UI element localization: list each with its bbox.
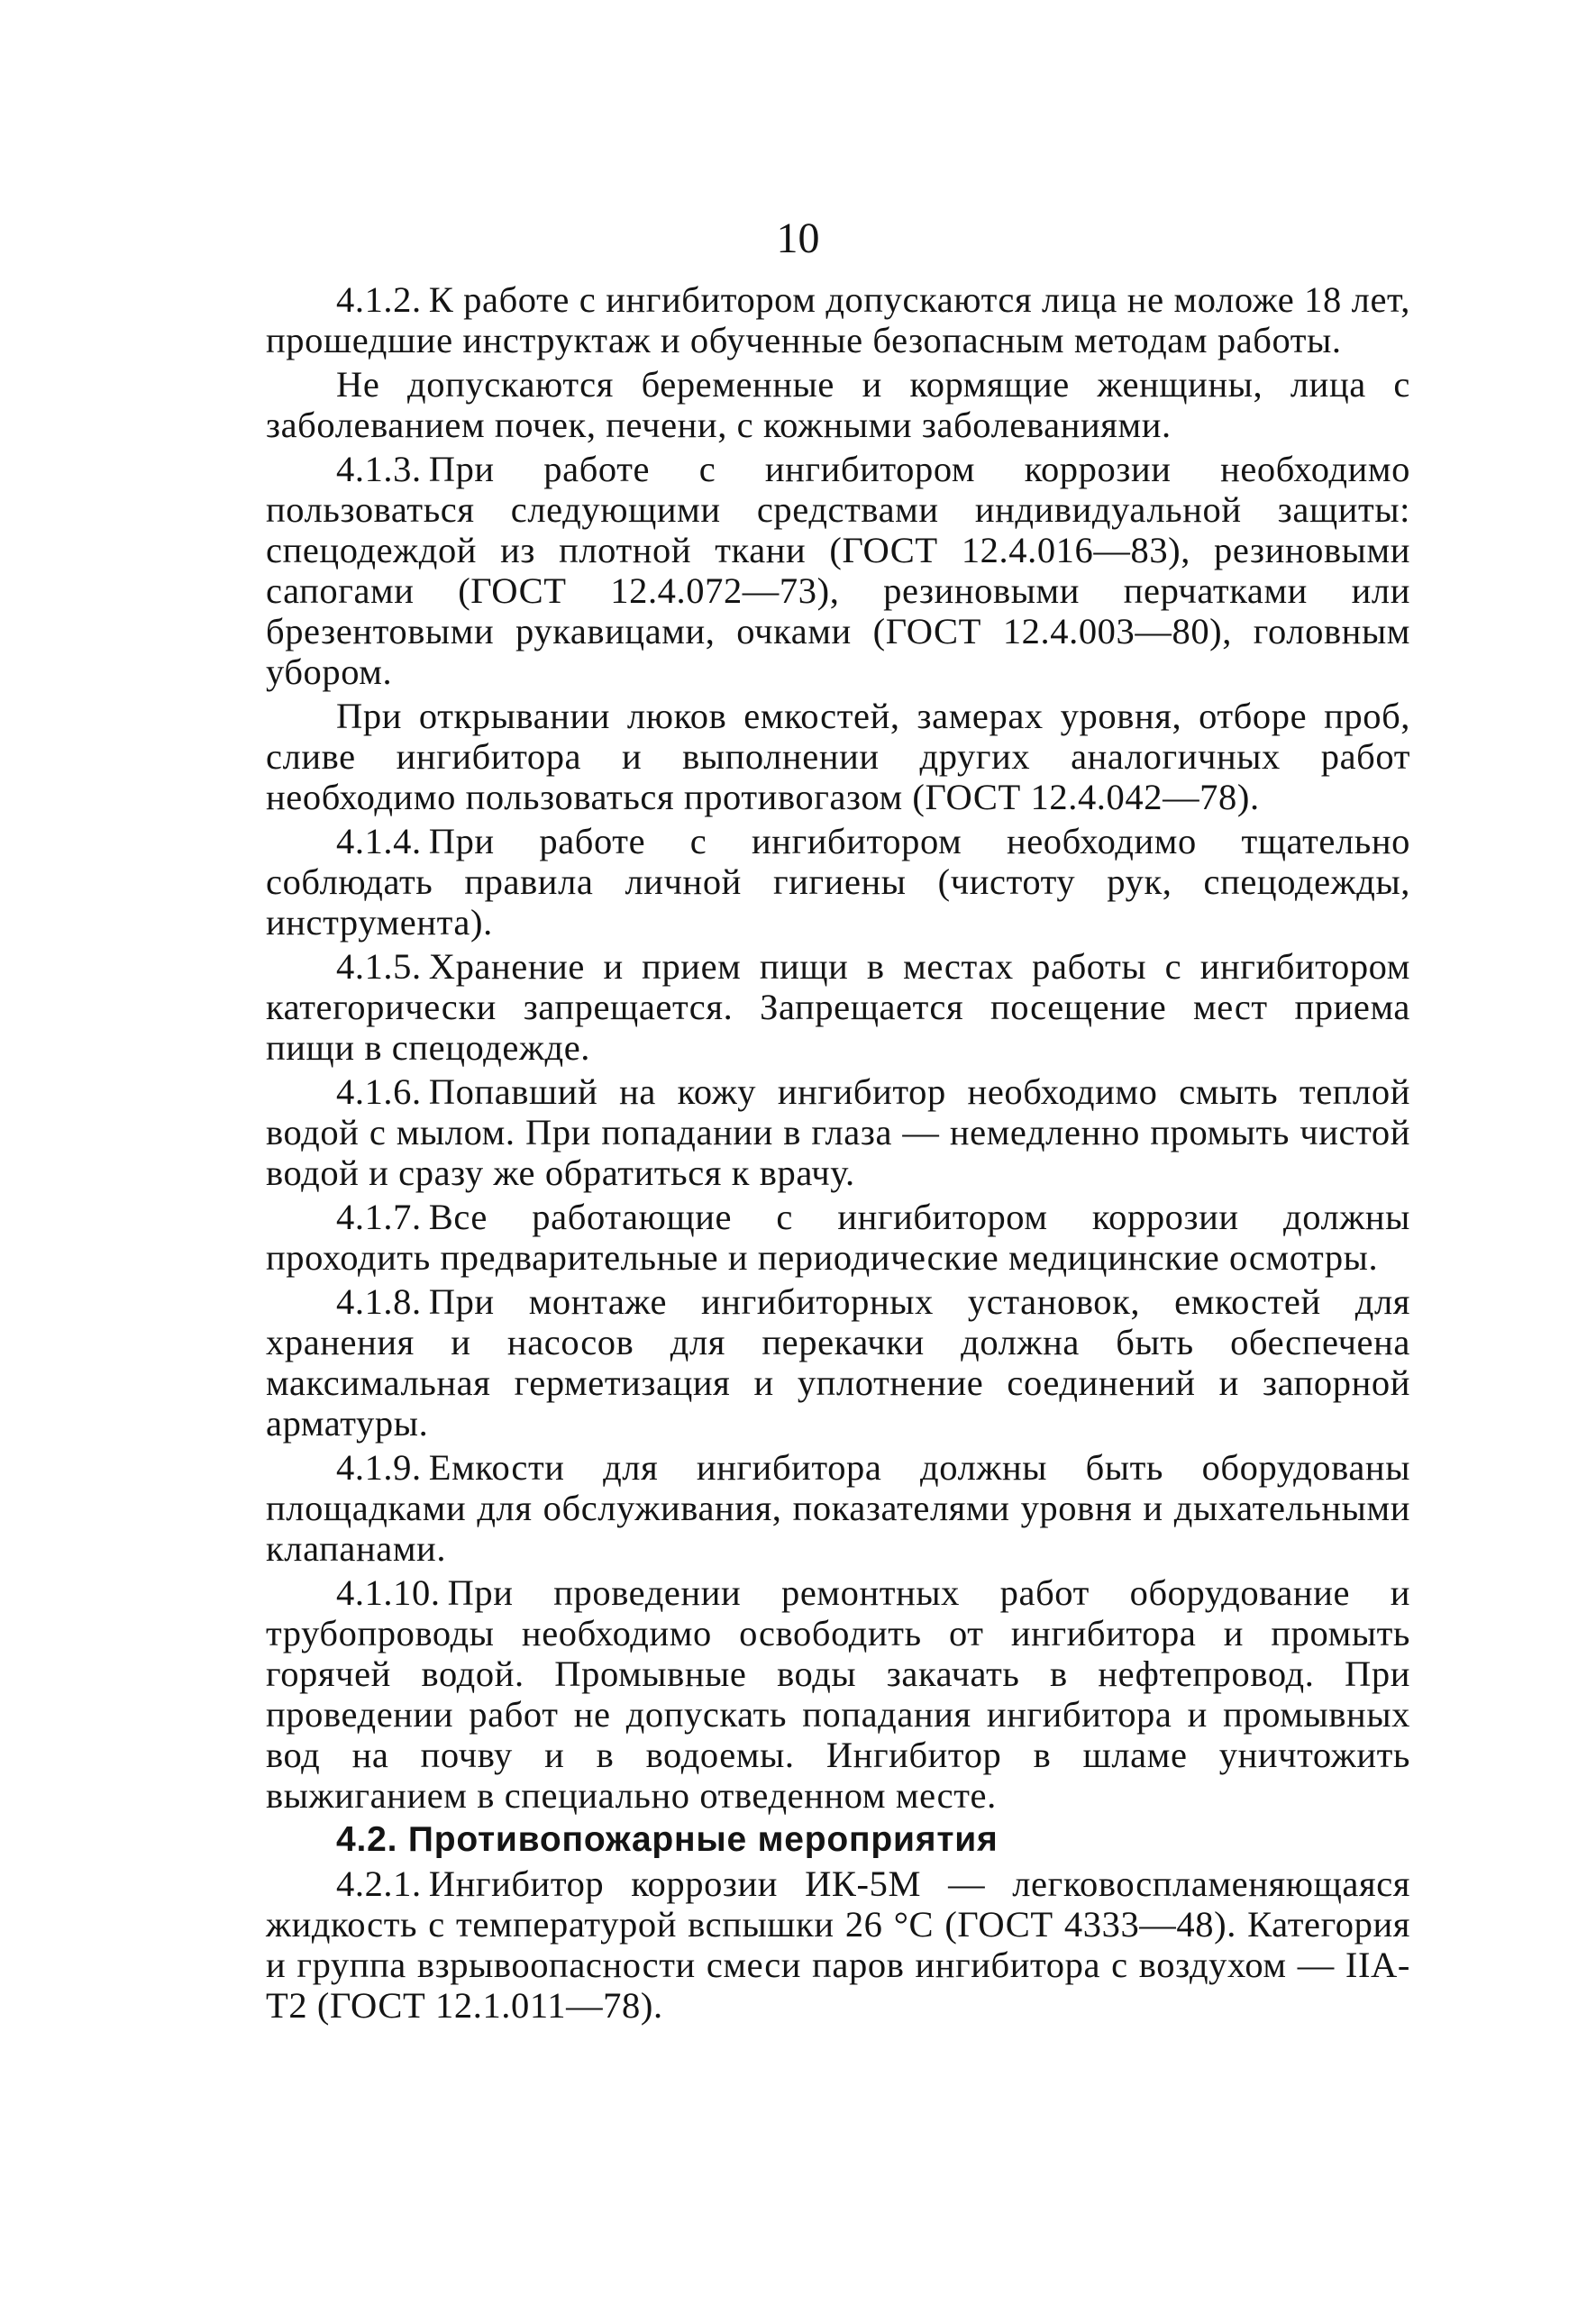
clause-number: 4.1.7. [336, 1197, 422, 1237]
paragraph-text: Все работающие с ингибитором коррозии должны проходить предварительные и периодические медицинские осмотры. [266, 1197, 1410, 1278]
clause-number: 4.1.2. [336, 279, 422, 320]
clause-number: 4.1.10. [336, 1572, 441, 1613]
paragraph-text: При открывании люков емкостей, замерах уровня, отборе проб, сливе ингибитора и выполнении других аналогичных работ необходимо пользоваться противогазом (ГОСТ 12.4.042—78). [266, 696, 1410, 817]
paragraph-4-1-10 [266, 1572, 1410, 1816]
paragraph-4-1-2 [266, 279, 1410, 360]
paragraph-4-1-2-continued [266, 364, 1410, 445]
paragraph-text: Попавший на кожу ингибитор необходимо смыть теплой водой с мылом. При попадании в глаза — немедленно промыть чистой водой и сразу же обратиться к врачу. [266, 1071, 1410, 1193]
paragraph-4-1-6 [266, 1071, 1410, 1193]
clause-number: 4.2.1. [336, 1863, 422, 1904]
paragraph-text: К работе с ингибитором допускаются лица не моложе 18 лет, прошедшие инструктаж и обученные безопасным методам работы. [266, 279, 1410, 360]
clause-number: 4.1.3. [336, 449, 422, 489]
section-heading: 4.2. Противопожарные мероприятия [336, 1820, 999, 1859]
paragraph-text: Емкости для ингибитора должны быть оборудованы площадками для обслуживания, показателями уровня и дыхательными клапанами. [266, 1447, 1410, 1569]
paragraph-4-1-9 [266, 1447, 1410, 1569]
paragraph-4-2-1 [266, 1863, 1410, 2026]
paragraph-text: При работе с ингибитором коррозии необходимо пользоваться следующими средствами индивидуальной защиты: спецодеждой из плотной ткани (ГОСТ 12.4.016—83), резиновыми сапогами (ГОСТ 12.4.072—73), резиновыми перчатками или брезентовыми рукавицами, очками (ГОСТ 12.4.003—80), головным убором. [266, 449, 1410, 692]
paragraph-4-1-5 [266, 946, 1410, 1068]
paragraph-text: При проведении ремонтных работ оборудование и трубопроводы необходимо освободить от ингибитора и промыть горячей водой. Промывные воды закачать в нефтепровод. При проведении работ не допускать попадания ингибитора и промывных вод на почву и в водоемы. Ингибитор в шламе уничтожить выжиганием в специально отведенном месте. [266, 1572, 1410, 1816]
body-text [266, 279, 1410, 2029]
paragraph-text: Не допускаются беременные и кормящие женщины, лица с заболеванием почек, печени, с кожными заболеваниями. [266, 364, 1410, 445]
paragraph-4-1-3-continued [266, 696, 1410, 817]
clause-number: 4.1.4. [336, 821, 422, 861]
clause-number: 4.1.5. [336, 946, 422, 987]
paragraph-text: Ингибитор коррозии ИК-5М — легковоспламеняющаяся жидкость с температурой вспышки 26 °С (ГОСТ 4333—48). Категория и группа взрывоопасности смеси паров ингибитора с воздухом — IIА-Т2 (ГОСТ 12.1.011—78). [266, 1863, 1410, 2026]
paragraph-4-1-8 [266, 1281, 1410, 1444]
paragraph-text: При монтаже ингибиторных установок, емкостей для хранения и насосов для перекачки должна быть обеспечена максимальная герметизация и уплотнение соединений и запорной арматуры. [266, 1281, 1410, 1444]
clause-number: 4.1.6. [336, 1071, 422, 1112]
paragraph-4-1-3 [266, 449, 1410, 692]
paragraph-4-1-7 [266, 1197, 1410, 1278]
paragraph-4-1-4 [266, 821, 1410, 943]
paragraph-text: Хранение и прием пищи в местах работы с ингибитором категорически запрещается. Запрещается посещение мест приема пищи в спецодежде. [266, 946, 1410, 1068]
clause-number: 4.1.9. [336, 1447, 422, 1488]
clause-number: 4.1.8. [336, 1281, 422, 1322]
page-number: 10 [776, 214, 820, 262]
paragraph-text: При работе с ингибитором необходимо тщательно соблюдать правила личной гигиены (чистоту рук, спецодежды, инструмента). [266, 821, 1410, 943]
